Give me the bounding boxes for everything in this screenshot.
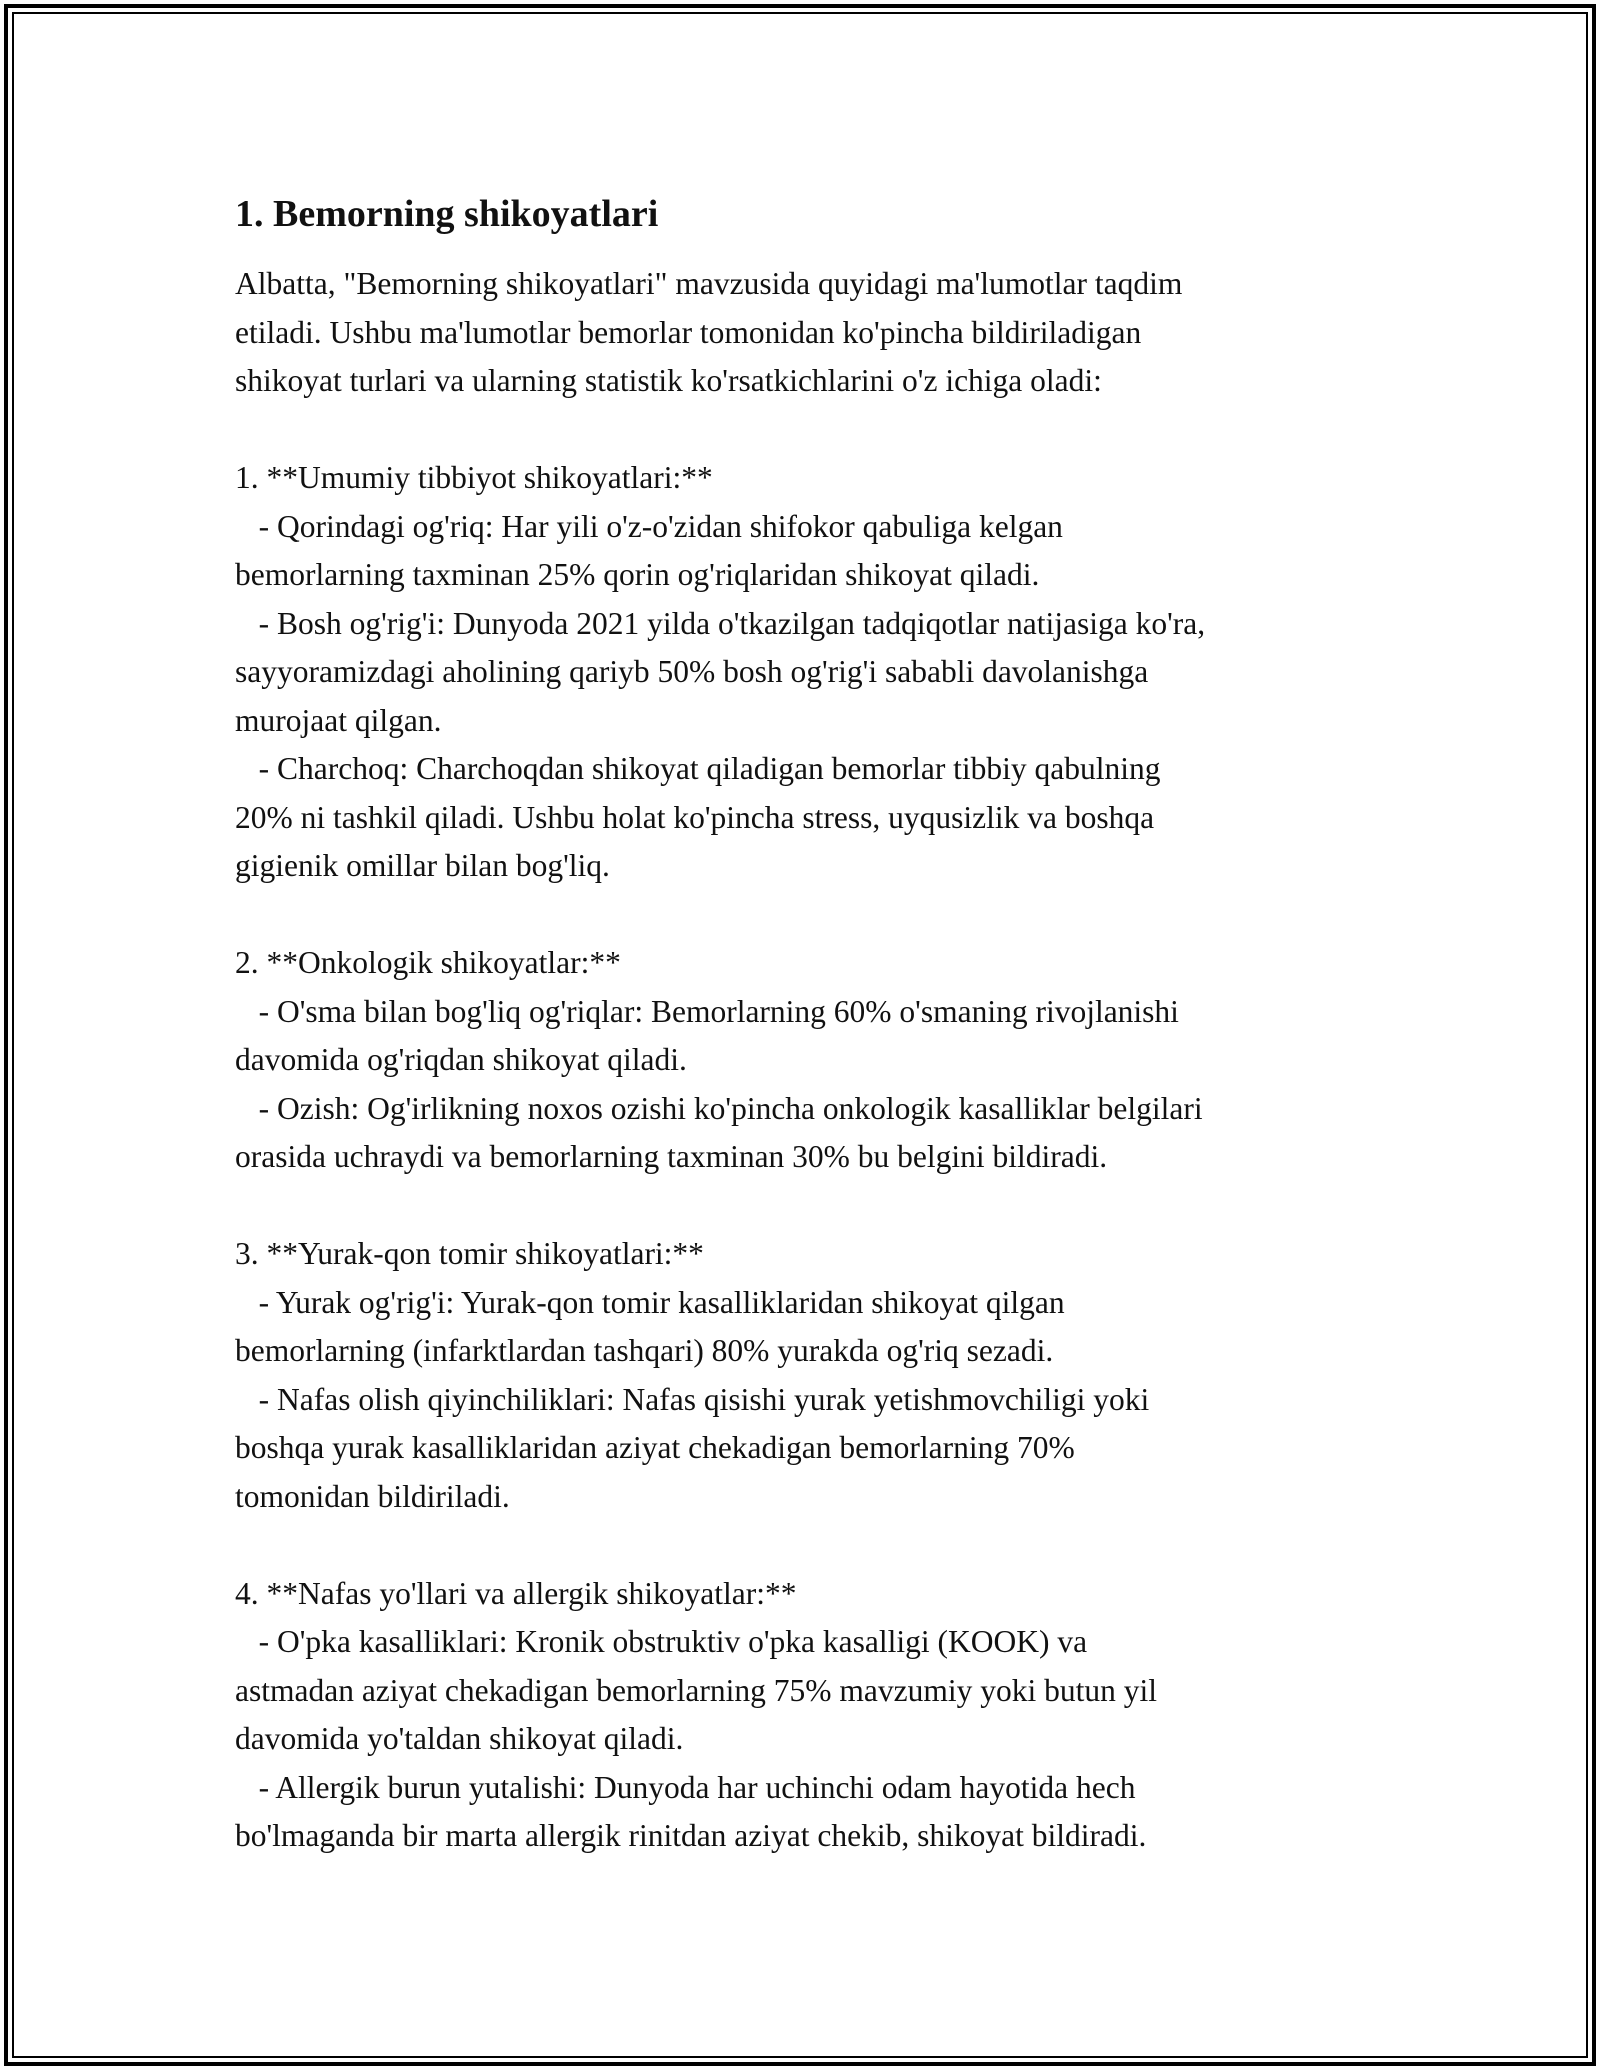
- document-content: [235, 188, 1395, 1861]
- document-title: 1. Bemorning shikoyatlari: [235, 193, 659, 235]
- document-body: Albatta, "Bemorning shikoyatlari" mavzusida quyidagi ma'lumotlar taqdim etiladi. Ushbu ma'lumotlar bemorlar tomonidan ko'pincha bildiriladigan shikoyat turlari va ularning statistik ko'rsatkichlarini o'z ichiga oladi: 1. **Umumiy tibbiyot shikoyatlari:** - Qorindagi og'riq: Har yili o'z-o'zidan shifokor qabuliga kelgan bemorlarning taxminan 25% qorin og'riqlaridan shikoyat qiladi. - Bosh og'rig'i: Dunyoda 2021 yilda o'tkazilgan tadqiqotlar natijasiga ko'ra, sayyoramizdagi aholining qariyb 50% bosh og'rig'i sababli davolanishga murojaat qilgan. - Charchoq: Charchoqdan shikoyat qiladigan bemorlar tibbiy qabulning 20% ni tashkil qiladi. Ushbu holat ko'pincha stress, uyqusizlik va boshqa gigienik omillar bilan bog'liq. 2. **Onkologik shikoyatlar:** - O'sma bilan bog'liq og'riqlar: Bemorlarning 60% o'smaning rivojlanishi davomida og'riqdan shikoyat qiladi. - Ozish: Og'irlikning noxos ozishi ko'pincha onkologik kasalliklar belgilari orasida uchraydi va bemorlarning taxminan 30% bu belgini bildiradi. 3. **Yurak-qon tomir shikoyatlari:** - Yurak og'rig'i: Yurak-qon tomir kasalliklaridan shikoyat qilgan bemorlarning (infarktlardan tashqari) 80% yurakda og'riq sezadi. - Nafas olish qiyinchiliklari: Nafas qisishi yurak yetishmovchiligi yoki boshqa yurak kasalliklaridan aziyat chekadigan bemorlarning 70% tomonidan bildiriladi. 4. **Nafas yo'llari va allergik shikoyatlar:** - O'pka kasalliklari: Kronik obstruktiv o'pka kasalligi (KOOK) va astmadan aziyat chekadigan bemorlarning 75% mavzumiy yoki butun yil davomida yo'taldan shikoyat qiladi. - Allergik burun yutalishi: Dunyoda har uchinchi odam hayotida hech bo'lmaganda bir marta allergik rinitdan aziyat chekib, shikoyat bildiradi.: [235, 266, 1206, 1853]
